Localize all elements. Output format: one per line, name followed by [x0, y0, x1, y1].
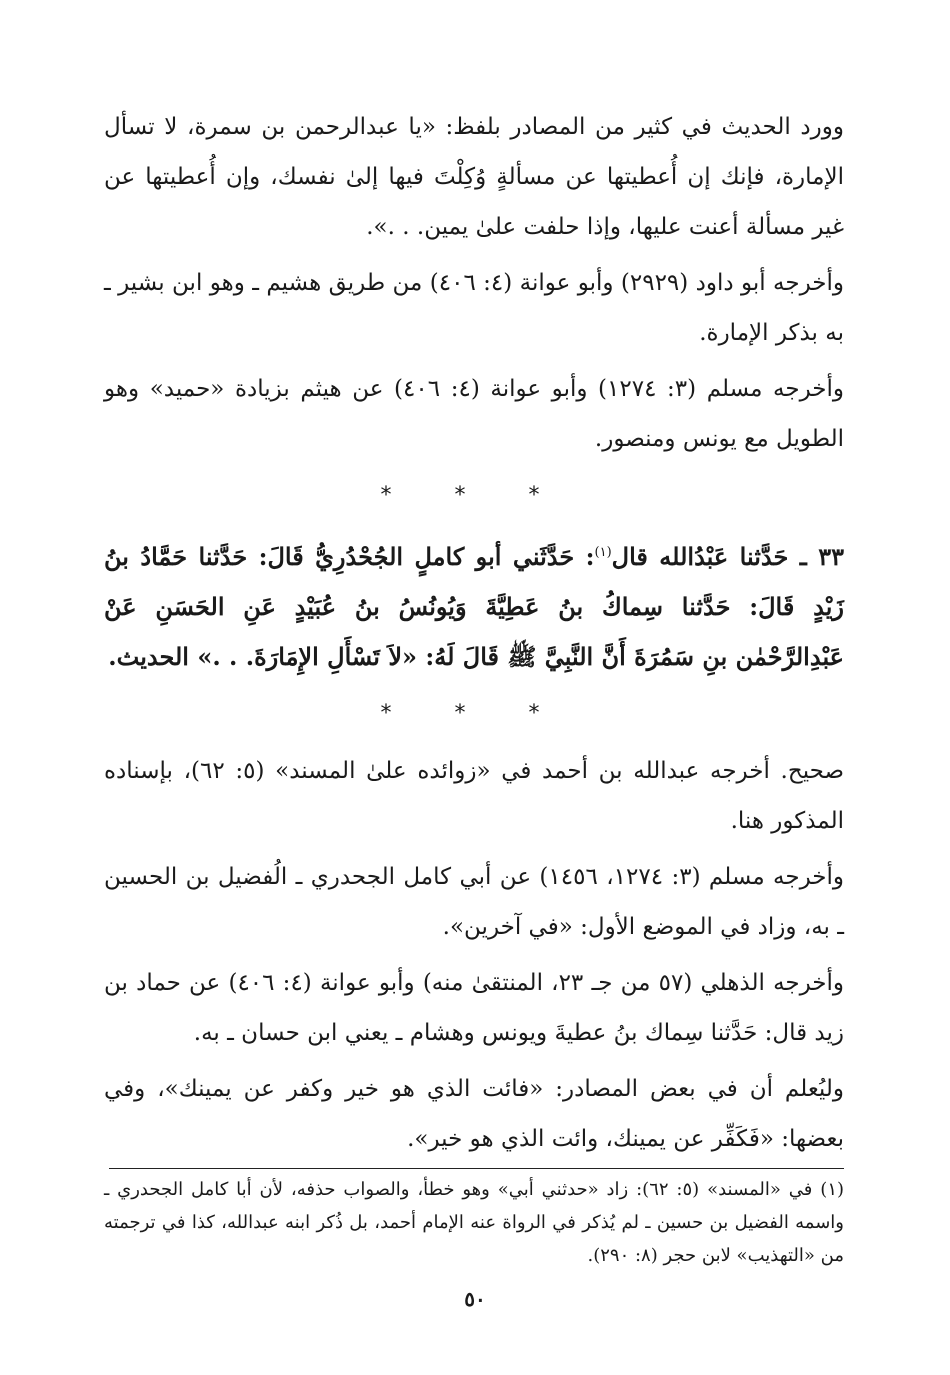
footnote-1: (١) في «المسند» (٥: ٦٢): زاد «حدثني أبي» وهو خطأ، والصواب حذفه، لأن أبا كامل الجحدري ـ واسمه الفضيل بن حسين ـ لم يُذكر في الرواة عنه الإمام أحمد، بل ذُكر ابنه عبدالله، كذا في ترجمته من «التهذيب» لابن حجر (٨: ٢٩٠). [104, 1179, 845, 1266]
paragraph-note-variants: وليُعلم أن في بعض المصادر: «فائت الذي هو خير وكفر عن يمينك»، وفي بعضها: «فَكَفِّر عن يمينك، وائت الذي هو خير». [104, 1076, 844, 1152]
paragraph-dhuhli: وأخرجه الذهلي (٥٧ من جـ ٢٣، المنتقىٰ منه) وأبو عوانة (٤: ٤٠٦) عن حماد بن زيد قال: حَدَّثنا سِماك بنُ عطيةَ ويونس وهشام ـ يعني ابن حسان ـ به. [104, 970, 845, 1046]
separator-stars-2: * * * [380, 701, 568, 726]
paragraph-grading: صحيح. أخرجه عبدالله بن أحمد في «زوائده علىٰ المسند» (٥: ٦٢)، بإسناده المذكور هنا. [104, 758, 845, 834]
paragraph-abu-dawud: وأخرجه أبو داود (٢٩٢٩) وأبو عوانة (٤: ٤٠٦) من طريق هشيم ـ وهو ابن بشير ـ به بذكر الإمارة. [104, 270, 845, 346]
separator-stars-1: * * * [380, 483, 568, 508]
footnote-marker: (١) [594, 545, 612, 560]
paragraph-muslim-2: وأخرجه مسلم (٣: ١٢٧٤، ١٤٥٦) عن أبي كامل الجحدري ـ الُفضيل بن الحسين ـ به، وزاد في الموضع الأول: «في آخرين». [104, 864, 845, 940]
hadith-text-start: ٣٣ ـ حَدَّثنا عَبْدُالله قال [611, 542, 844, 571]
footnote-divider [109, 1168, 844, 1169]
page-number: ٥٠ [464, 1287, 486, 1311]
hadith-text-rest: : حَدَّثَني أبو كاملٍ الجُحْدُرِيُّ قَالَ: حَدَّثنا حَمَّادُ بنُ زَيْدٍ قَالَ: حَدَّثنا سِماكُ بنُ عَطِيَّةَ وَيُونُسُ بنُ عُبَيْدٍ عَنِ الحَسَنِ عَنْ عَبْدِالرَّحْمٰن بنِ سَمُرَةَ أَنَّ النَّبِيَّ ﷺ قَالَ لَهُ: «لاَ تَسْأَلِ الإِمَارَةَ. . .» الحديث. [104, 542, 844, 671]
paragraph-variant-wording: وورد الحديث في كثير من المصادر بلفظ: «يا عبدالرحمن بن سمرة، لا تسأل الإمارة، فإنك إن أُعطيتها عن مسألةٍ وُكِلْتَ فيها إلىٰ نفسك، وإن أُعطيتها عن غير مسألة أعنت عليها، وإذا حلفت علىٰ يمين. . .». [104, 114, 844, 240]
hadith-33 [104, 528, 844, 682]
paragraph-muslim-1: وأخرجه مسلم (٣: ١٢٧٤) وأبو عوانة (٤: ٤٠٦) عن هيثم بزيادة «حميد» وهو الطويل مع يونس ومنصور. [104, 376, 845, 452]
page-body [104, 102, 844, 1272]
